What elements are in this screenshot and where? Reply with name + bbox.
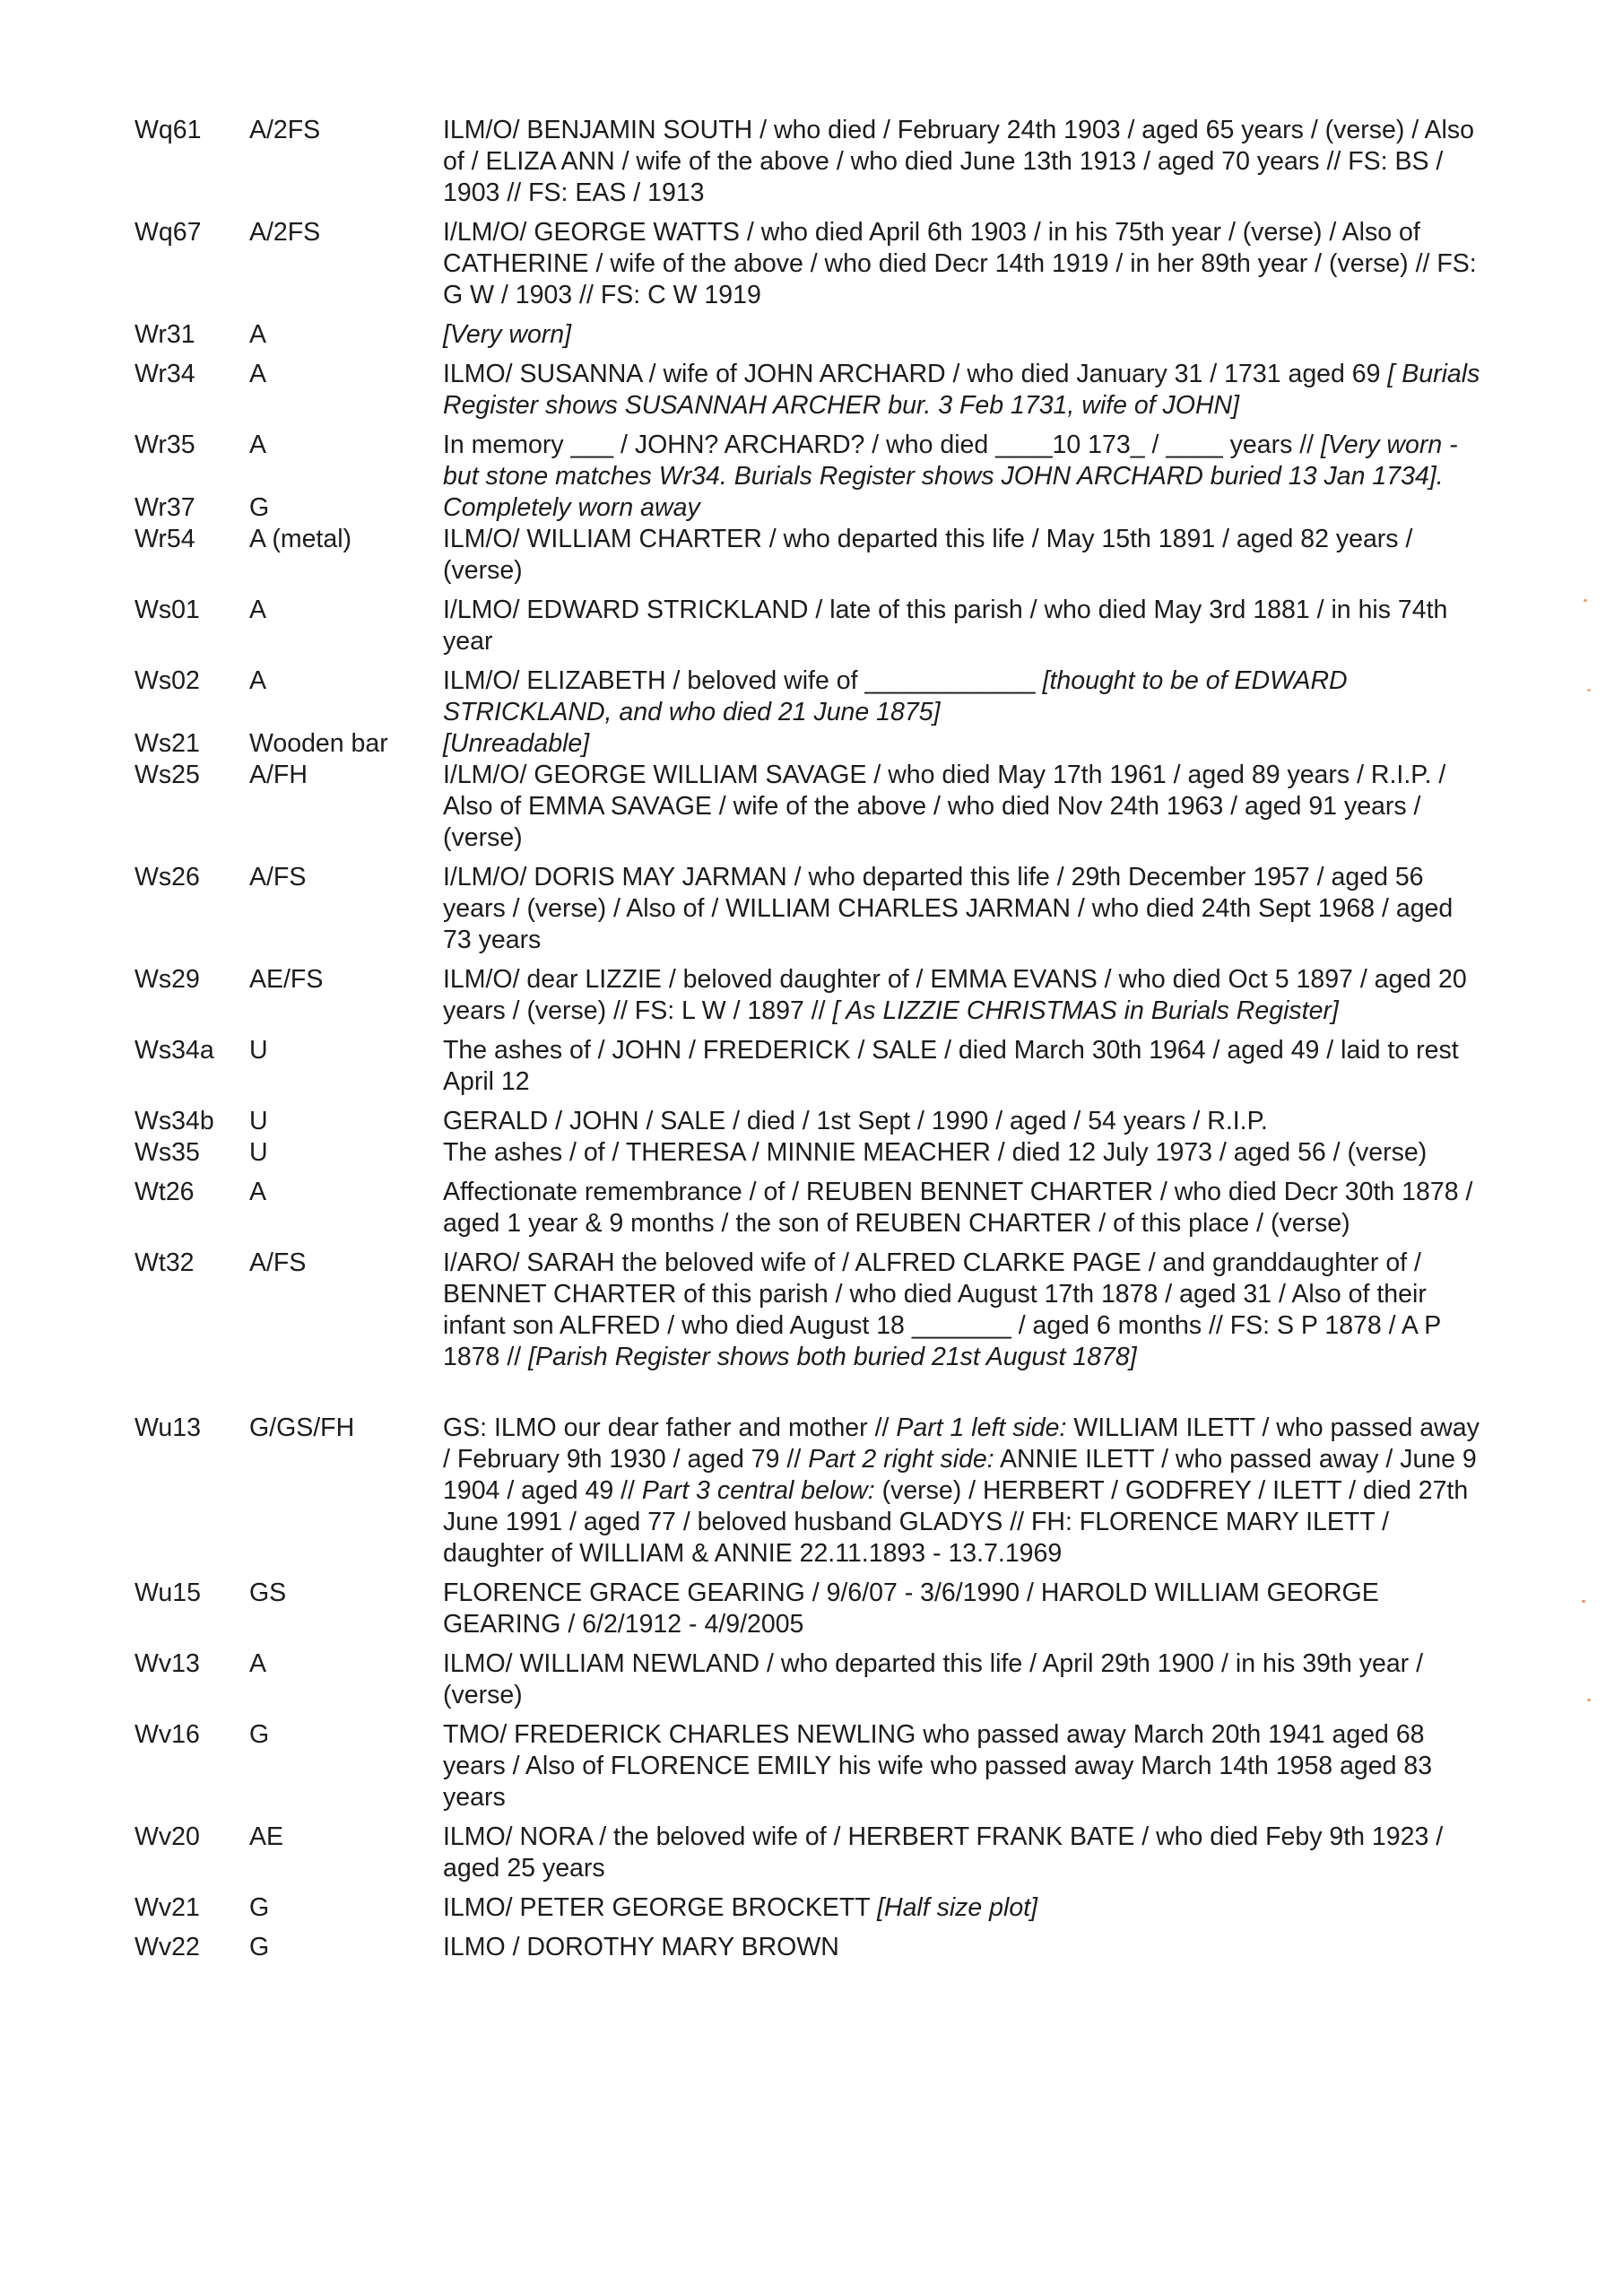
entry-type: A: [249, 320, 267, 349]
inscription-note: [Unreadable]: [443, 729, 590, 758]
entry-row: [135, 665, 1488, 728]
inscription-text: GERALD / JOHN / SALE / died / 1st Sept / 1990 / aged / 54 years / R.I.P.: [443, 1107, 1268, 1135]
entry-ref: Wv16: [135, 1720, 200, 1749]
inscription-note: [ Burials Register shows SUSANNAH ARCHER bur. 3 Feb 1731, wife of JOHN]: [443, 360, 1480, 420]
entry-row: [135, 1719, 1488, 1813]
entry-ref: Wv13: [135, 1649, 200, 1678]
entry-type: AE: [249, 1822, 284, 1851]
entry-type: A: [249, 596, 267, 624]
entry-row: [135, 359, 1488, 422]
entry-type: A/2FS: [249, 116, 321, 144]
entry-ref: Wt32: [135, 1248, 195, 1277]
inscription-text: I/LM/O/ GEORGE WILLIAM SAVAGE / who died May 17th 1961 / aged 89 years / R.I.P. / Also of EMMA SAVAGE / wife of the above / who died Nov 24th 1963 / aged 91 years / (verse): [443, 761, 1446, 852]
entry-row: [135, 595, 1488, 657]
entry-type: A: [249, 360, 267, 388]
entry-inscription: [443, 115, 1483, 209]
entry-ref: Wv20: [135, 1822, 200, 1851]
entry-type: GS: [249, 1578, 287, 1607]
entry-ref: Ws25: [135, 761, 200, 789]
entry-type: U: [249, 1036, 268, 1065]
entry-inscription: [443, 1106, 1483, 1137]
entry-inscription: [443, 430, 1483, 492]
entry-inscription: [443, 1413, 1483, 1570]
inscription-text: TMO/ FREDERICK CHARLES NEWLING who passed away March 20th 1941 aged 68 years / Also of FLORENCE EMILY his wife who passed away March 14th 1958 aged 83 years: [443, 1720, 1433, 1812]
entry-inscription: [443, 524, 1483, 587]
inscription-text: ILM/O/ dear LIZZIE / beloved daughter of / EMMA EVANS / who died Oct 5 1897 / aged 20 years / (verse) // FS: L W / 1897 //: [443, 965, 1467, 1025]
inscription-text: ILMO/ SUSANNA / wife of JOHN ARCHARD / who died January 31 / 1731 aged 69: [443, 360, 1388, 388]
entry-row: [135, 1137, 1488, 1169]
entry-inscription: [443, 1648, 1483, 1711]
entry-type: G: [249, 493, 270, 522]
entry-inscription: [443, 1137, 1483, 1169]
entry-inscription: [443, 1932, 1483, 1963]
entry-ref: Ws02: [135, 666, 200, 695]
inscription-text: FLORENCE GRACE GEARING / 9/6/07 - 3/6/1990 / HAROLD WILLIAM GEORGE GEARING / 6/2/1912 - 4/9/2005: [443, 1578, 1379, 1639]
entry-inscription: [443, 492, 1483, 524]
entry-inscription: [443, 760, 1483, 854]
entry-inscription: [443, 1248, 1483, 1373]
entry-type: G: [249, 1720, 270, 1749]
entry-type: A: [249, 1649, 267, 1678]
entry-ref: Wr37: [135, 493, 195, 522]
inscription-text: WILLIAM ILETT / who passed away / February 9th 1930 / aged 79 //: [443, 1413, 1480, 1474]
entry-ref: Wq67: [135, 218, 202, 247]
entry-inscription: [443, 319, 1483, 351]
scan-speck: [1587, 1699, 1591, 1701]
inscription-text: I/LMO/ EDWARD STRICKLAND / late of this parish / who died May 3rd 1881 / in his 74th year: [443, 596, 1448, 656]
entry-type: A (metal): [249, 525, 352, 553]
entry-type: G: [249, 1893, 270, 1922]
entry-row: [135, 524, 1488, 587]
entry-row: [135, 115, 1488, 209]
inscription-note: [Very worn]: [443, 320, 572, 349]
inscription-note: Part 3 central below:: [641, 1476, 875, 1505]
entry-row: [135, 1578, 1488, 1640]
inscription-text: I/LM/O/ DORIS MAY JARMAN / who departed this life / 29th December 1957 / aged 56 years / (verse) / Also of / WILLIAM CHARLES JARMAN / who died 24th Sept 1968 / aged 73 years: [443, 863, 1454, 954]
entry-row: [135, 964, 1488, 1027]
inscription-text: The ashes of / JOHN / FREDERICK / SALE / died March 30th 1964 / aged 49 / laid to rest April 12: [443, 1036, 1459, 1096]
inscription-text: ILMO/ PETER GEORGE BROCKETT: [443, 1893, 878, 1922]
entry-inscription: [443, 217, 1483, 311]
inscription-text: ILM/O/ ELIZABETH / beloved wife of ____________: [443, 666, 1043, 695]
entry-ref: Wv22: [135, 1933, 200, 1961]
entry-ref: Wu15: [135, 1578, 201, 1607]
entry-row: [135, 1413, 1488, 1570]
entry-type: G: [249, 1933, 270, 1961]
scan-speck: [1587, 689, 1591, 691]
entry-ref: Ws34a: [135, 1036, 214, 1065]
entry-row: [135, 728, 1488, 760]
entry-ref: Ws34b: [135, 1107, 214, 1135]
entry-type: A/2FS: [249, 218, 321, 247]
entry-inscription: [443, 1578, 1483, 1640]
entry-inscription: [443, 1822, 1483, 1884]
entry-type: A: [249, 666, 267, 695]
entry-inscription: [443, 665, 1483, 728]
inscription-text: In memory ___ / JOHN? ARCHARD? / who died ____10 173_ / ____ years //: [443, 430, 1322, 459]
entry-ref: Wu13: [135, 1413, 201, 1442]
scan-speck: [1584, 599, 1587, 602]
inscription-note: Completely worn away: [443, 493, 700, 522]
inscription-text: (verse) / HERBERT / GODFREY / ILETT / died 27th June 1991 / aged 77 / beloved husband GLADYS // FH: FLORENCE MARY ILETT / daughter of WILLIAM & ANNIE 22.11.1893 - 13.7.1969: [443, 1476, 1469, 1568]
entry-inscription: [443, 964, 1483, 1027]
entry-row: [135, 1035, 1488, 1098]
inscription-text: ILMO / DOROTHY MARY BROWN: [443, 1933, 839, 1961]
entry-type: A/FS: [249, 1248, 307, 1277]
memorial-inscription-list: [135, 115, 1488, 1971]
inscription-note: [ As LIZZIE CHRISTMAS in Burials Register]: [832, 996, 1339, 1025]
entry-row: [135, 1248, 1488, 1373]
inscription-text: I/LM/O/ GEORGE WATTS / who died April 6th 1903 / in his 75th year / (verse) / Also of CATHERINE / wife of the above / who died Decr 14th 1919 / in her 89th year / (verse) // FS: G W / 1903 // FS: C W 1919: [443, 218, 1477, 309]
entry-inscription: [443, 1892, 1483, 1924]
entry-row: [135, 430, 1488, 492]
entry-row: [135, 1932, 1488, 1963]
inscription-text: ILM/O/ BENJAMIN SOUTH / who died / February 24th 1903 / aged 65 years / (verse) / Also of / ELIZA ANN / wife of the above / who died June 13th 1913 / aged 70 years // FS: BS / 1903 // FS: EAS / 1913: [443, 116, 1474, 207]
inscription-text: Affectionate remembrance / of / REUBEN BENNET CHARTER / who died Decr 30th 1878 / aged 1 year & 9 months / the son of REUBEN CHARTER / of this place / (verse): [443, 1178, 1473, 1238]
entry-type: A/FH: [249, 761, 308, 789]
entry-row: [135, 217, 1488, 311]
entry-ref: Ws35: [135, 1138, 200, 1167]
entry-type: AE/FS: [249, 965, 324, 994]
entry-row: [135, 1892, 1488, 1924]
entry-type: A: [249, 430, 267, 459]
entry-inscription: [443, 1177, 1483, 1239]
entry-type: A/FS: [249, 863, 307, 891]
inscription-text: I/ARO/ SARAH the beloved wife of / ALFRED CLARKE PAGE / and granddaughter of / BENNET CHARTER of this parish / who died August 17th 1878 / aged 31 / Also of their infant son ALFRED / who died August 18 _______ / aged 6 months // FS: S P 1878 / A P 1878 //: [443, 1248, 1441, 1371]
inscription-text: ILMO/ NORA / the beloved wife of / HERBERT FRANK BATE / who died Feby 9th 1923 / aged 25 years: [443, 1822, 1444, 1883]
entry-ref: Ws26: [135, 863, 200, 891]
entry-row: [135, 1106, 1488, 1137]
inscription-text: ANNIE ILETT / who passed away / June 9 1904 / aged 49 //: [443, 1445, 1477, 1505]
entry-ref: Ws01: [135, 596, 200, 624]
entry-type: U: [249, 1107, 268, 1135]
entry-row: [135, 1822, 1488, 1884]
entry-type: U: [249, 1138, 268, 1167]
inscription-note: [Very worn - but stone matches Wr34. Burials Register shows JOHN ARCHARD buried 13 Jan 1734].: [443, 430, 1458, 491]
inscription-text: ILM/O/ WILLIAM CHARTER / who departed this life / May 15th 1891 / aged 82 years / (verse): [443, 525, 1413, 585]
entry-ref: Ws29: [135, 965, 200, 994]
entry-ref: Wv21: [135, 1893, 200, 1922]
entry-row: [135, 319, 1488, 351]
inscription-text: ILMO/ WILLIAM NEWLAND / who departed this life / April 29th 1900 / in his 39th year / (verse): [443, 1649, 1423, 1709]
inscription-note: [Half size plot]: [877, 1893, 1038, 1922]
entry-ref: Wr31: [135, 320, 195, 349]
inscription-note: [thought to be of EDWARD STRICKLAND, and who died 21 June 1875]: [443, 666, 1348, 726]
entry-row: [135, 1648, 1488, 1711]
entry-row: [135, 1177, 1488, 1239]
entry-row: [135, 492, 1488, 524]
entry-inscription: [443, 862, 1483, 956]
inscription-text: GS: ILMO our dear father and mother //: [443, 1413, 897, 1442]
scan-speck: [1582, 1600, 1585, 1603]
inscription-note: Part 1 left side:: [896, 1413, 1067, 1442]
entry-ref: Wq61: [135, 116, 202, 144]
entry-inscription: [443, 359, 1483, 422]
entry-ref: Ws21: [135, 729, 200, 758]
inscription-text: The ashes / of / THERESA / MINNIE MEACHER / died 12 July 1973 / aged 56 / (verse): [443, 1138, 1428, 1167]
entry-ref: Wt26: [135, 1178, 195, 1206]
entry-inscription: [443, 1035, 1483, 1098]
entry-type: G/GS/FH: [249, 1413, 355, 1442]
entry-ref: Wr54: [135, 525, 195, 553]
entry-type: Wooden bar: [249, 729, 388, 758]
entry-row: [135, 862, 1488, 956]
entry-inscription: [443, 1719, 1483, 1813]
inscription-note: Part 2 right side:: [808, 1445, 994, 1474]
entry-inscription: [443, 728, 1483, 760]
entry-inscription: [443, 595, 1483, 657]
entry-type: A: [249, 1178, 267, 1206]
entry-ref: Wr34: [135, 360, 195, 388]
entry-row: [135, 760, 1488, 854]
inscription-note: [Parish Register shows both buried 21st August 1878]: [528, 1343, 1137, 1371]
entry-ref: Wr35: [135, 430, 195, 459]
